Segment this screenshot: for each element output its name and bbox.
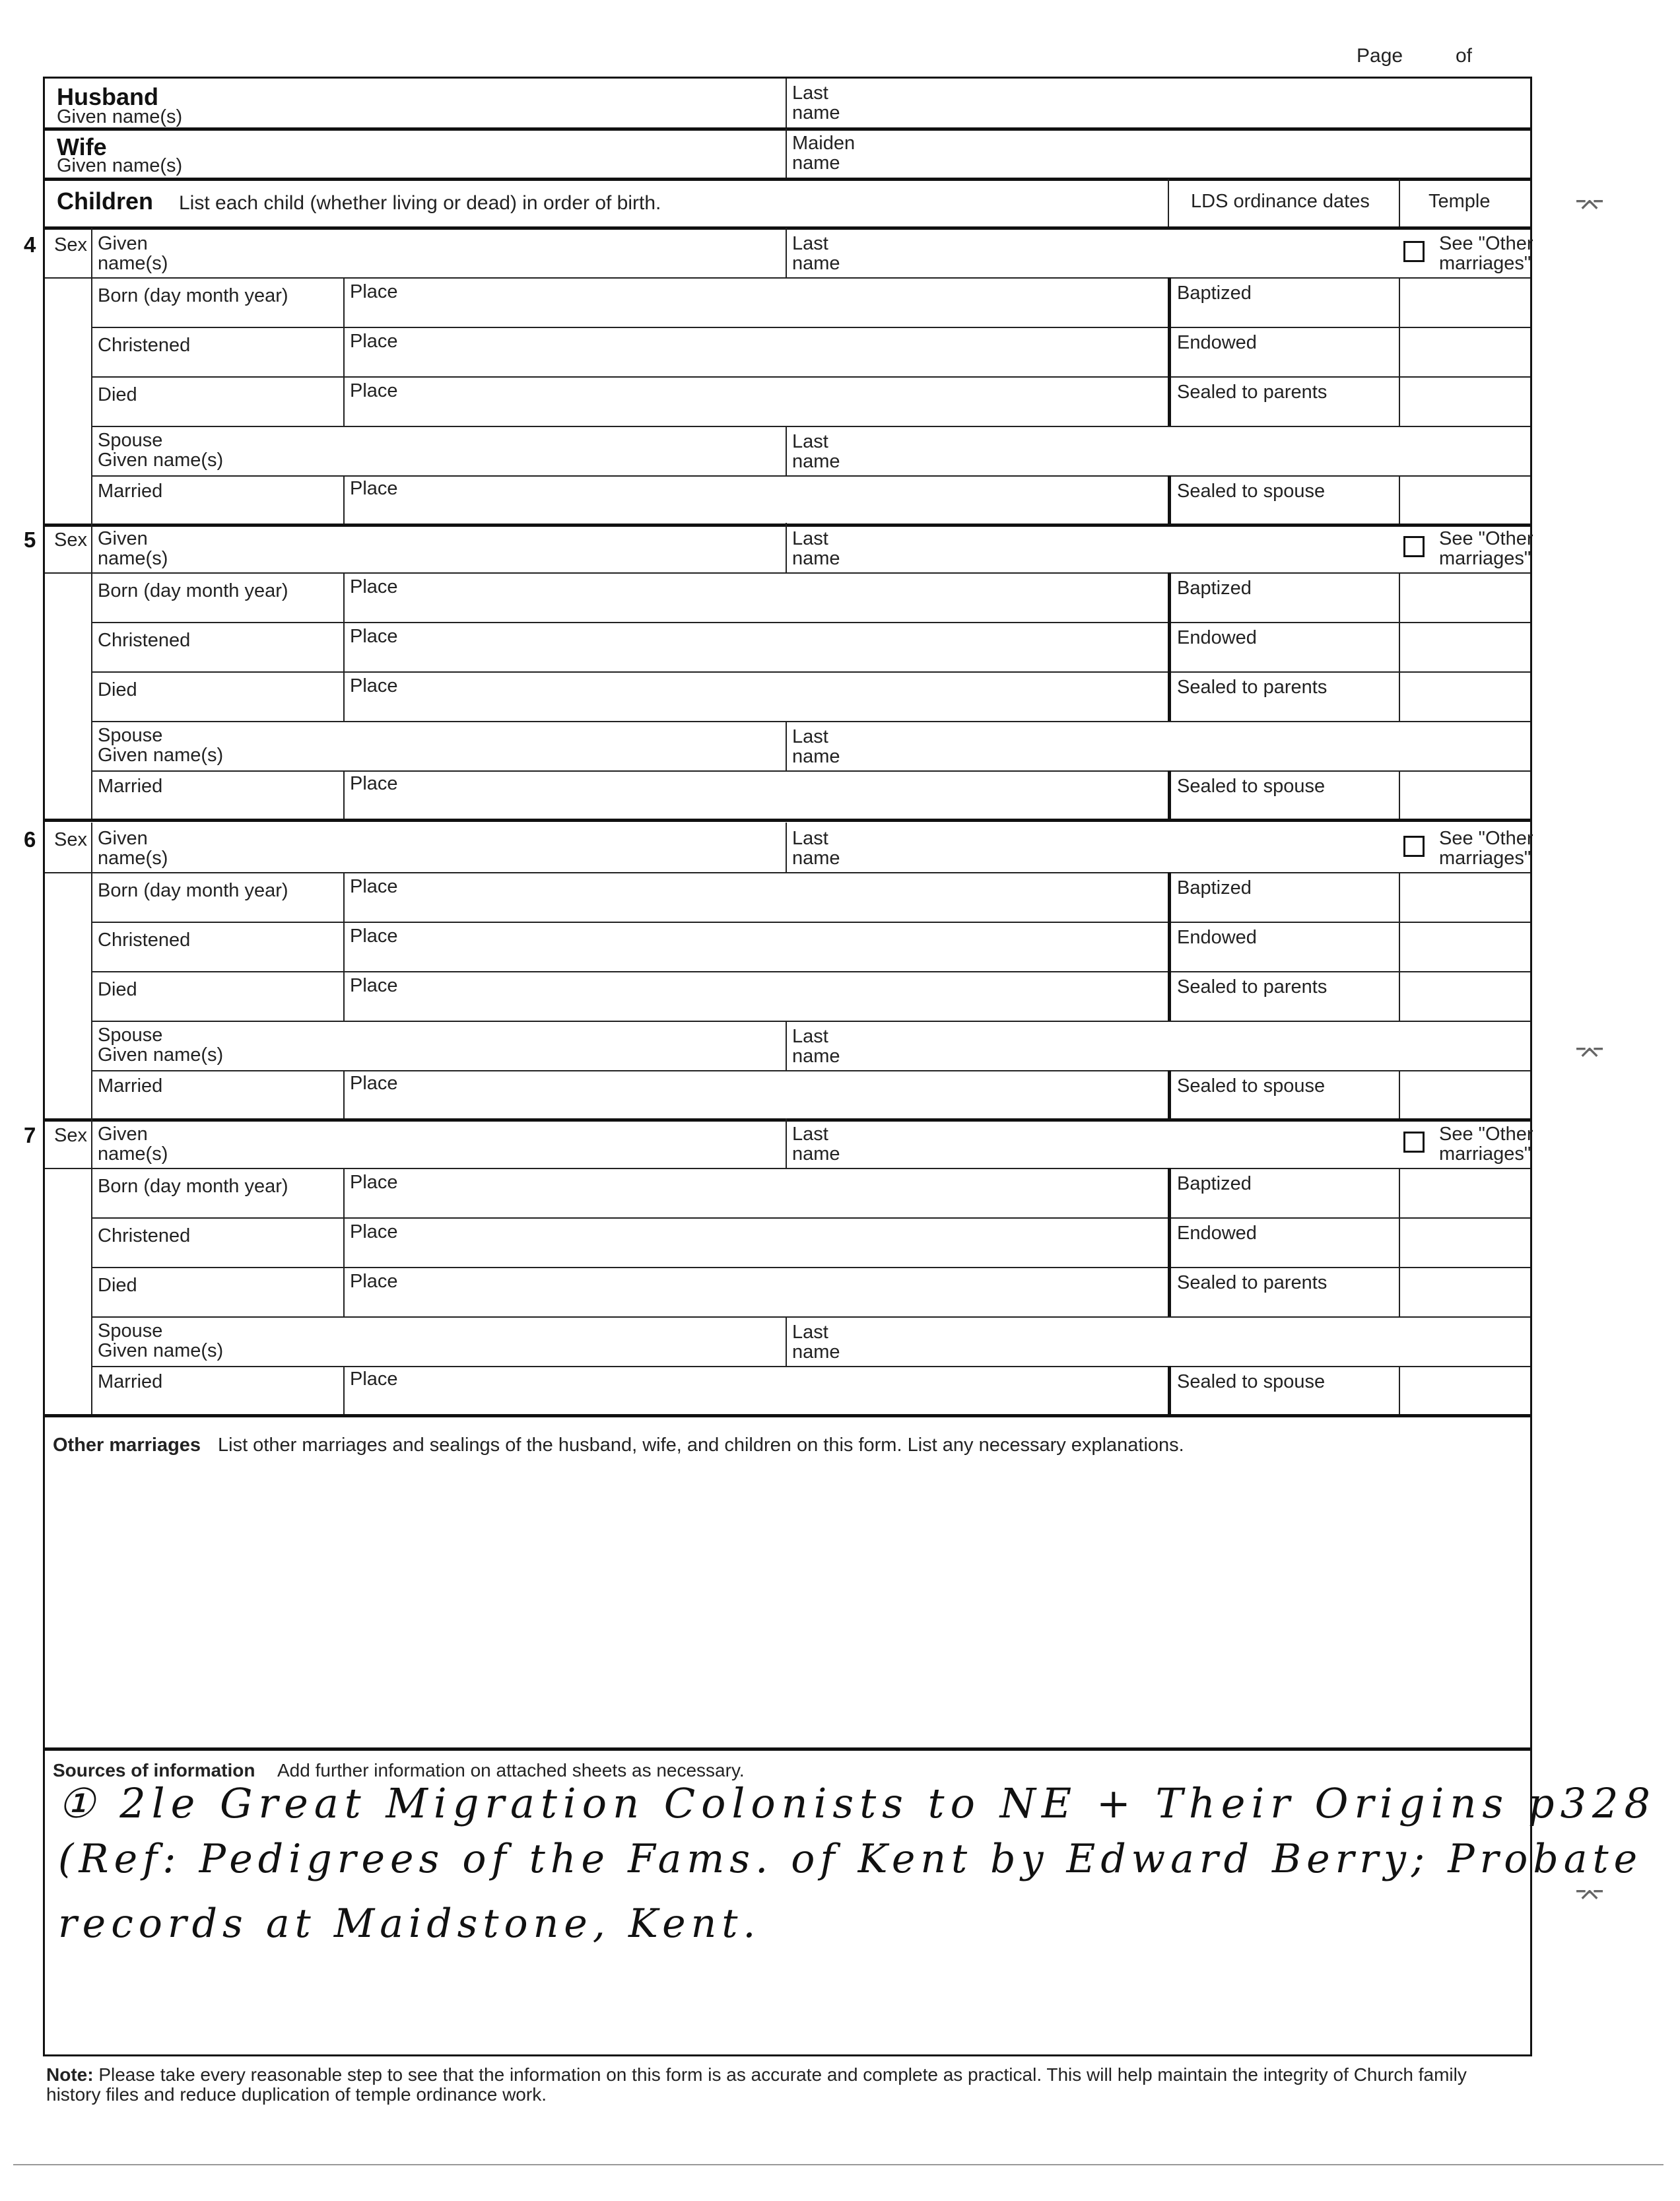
place-label: Place: [350, 281, 398, 302]
footer-note: [46, 2065, 1512, 2105]
children-title: Children: [57, 187, 154, 215]
died-label: Died: [98, 979, 137, 1000]
endowed-label: Endowed: [1177, 627, 1257, 648]
scan-bottom-line: [13, 2164, 1663, 2165]
sex-label: Sex: [54, 1125, 87, 1146]
source-line-1: ① 2le Great Migration Colonists to NE + Their Origins p328: [58, 1779, 1656, 1827]
sex-label: Sex: [54, 529, 87, 551]
given-label-1: Given: [98, 1124, 148, 1145]
born-label: Born (day month year): [98, 880, 288, 901]
sources-title: Sources of information: [53, 1760, 255, 1780]
other-marriages-checkbox[interactable]: [1403, 836, 1425, 857]
born-label: Born (day month year): [98, 285, 288, 306]
husband-last-label-1: Last: [792, 83, 828, 104]
died-label: Died: [98, 679, 137, 700]
given-label-2: name(s): [98, 548, 168, 569]
last-label-2: name: [792, 548, 840, 569]
christened-label: Christened: [98, 930, 191, 951]
other-marriages-checkbox[interactable]: [1403, 1132, 1425, 1153]
wife-given-label: Given name(s): [57, 155, 183, 176]
see-other-label-1: See "Other: [1439, 233, 1533, 254]
baptized-label: Baptized: [1177, 578, 1252, 599]
child-block: [45, 228, 1533, 525]
note-label: Note:: [46, 2064, 94, 2085]
place-label: Place: [350, 675, 398, 696]
last-label-2: name: [792, 253, 840, 274]
children-instruction: List each child (whether living or dead) in order of birth.: [179, 192, 661, 214]
given-label-1: Given: [98, 528, 148, 549]
place-label: Place: [350, 576, 398, 597]
other-marriages-checkbox[interactable]: [1403, 536, 1425, 557]
other-marriages-checkbox[interactable]: [1403, 241, 1425, 262]
wife-maiden-label-1: Maiden: [792, 133, 856, 154]
place-label: Place: [350, 380, 398, 401]
endowed-label: Endowed: [1177, 332, 1257, 353]
spouse-last-label-1: Last: [792, 726, 828, 747]
married-place-label: Place: [350, 478, 398, 499]
place-label: Place: [350, 1271, 398, 1292]
spouse-label-1: Spouse: [98, 1320, 163, 1341]
spouse-label-1: Spouse: [98, 430, 163, 451]
spouse-last-label-1: Last: [792, 1322, 828, 1343]
born-label: Born (day month year): [98, 580, 288, 601]
place-label: Place: [350, 975, 398, 996]
sex-label: Sex: [54, 234, 87, 255]
sealed-spouse-label: Sealed to spouse: [1177, 1371, 1326, 1392]
husband-last-label-2: name: [792, 102, 840, 123]
see-other-label-2: marriages": [1439, 253, 1531, 274]
sealed-parents-label: Sealed to parents: [1177, 976, 1327, 998]
spouse-last-label-2: name: [792, 1341, 840, 1363]
source-line-3: records at Maidstone, Kent.: [58, 1901, 761, 1947]
binder-mark-2: ⌤: [1574, 1040, 1605, 1069]
married-label: Married: [98, 1075, 163, 1097]
spouse-label-1: Spouse: [98, 725, 163, 746]
sealed-parents-label: Sealed to parents: [1177, 677, 1327, 698]
sealed-spouse-label: Sealed to spouse: [1177, 1075, 1326, 1097]
binder-mark-1: ⌤: [1574, 192, 1605, 221]
place-label: Place: [350, 626, 398, 647]
married-place-label: Place: [350, 1073, 398, 1094]
spouse-label-2: Given name(s): [98, 745, 224, 766]
last-label-2: name: [792, 1143, 840, 1165]
place-label: Place: [350, 331, 398, 352]
see-other-label-1: See "Other: [1439, 1124, 1533, 1145]
child-block: [45, 1118, 1533, 1415]
spouse-last-label-2: name: [792, 451, 840, 472]
temple-label: Temple: [1428, 191, 1491, 212]
born-label: Born (day month year): [98, 1176, 288, 1197]
page-label: Page: [1357, 45, 1403, 67]
sex-label: Sex: [54, 829, 87, 850]
spouse-label-1: Spouse: [98, 1025, 163, 1046]
baptized-label: Baptized: [1177, 1173, 1252, 1194]
wife-maiden-label-2: name: [792, 152, 840, 174]
see-other-label-2: marriages": [1439, 1143, 1531, 1165]
last-label-2: name: [792, 848, 840, 869]
child-number: 5: [24, 527, 36, 552]
spouse-label-2: Given name(s): [98, 450, 224, 471]
spouse-last-label-1: Last: [792, 431, 828, 452]
married-label: Married: [98, 481, 163, 502]
died-label: Died: [98, 1275, 137, 1296]
child-number: 4: [24, 232, 36, 257]
child-block: [45, 523, 1533, 820]
wife-title: Wife: [57, 133, 107, 160]
source-line-2: (Ref: Pedigrees of the Fams. of Kent by Edward Berry; Probate: [58, 1836, 1643, 1882]
given-label-2: name(s): [98, 848, 168, 869]
spouse-last-label-1: Last: [792, 1026, 828, 1047]
last-label-1: Last: [792, 1124, 828, 1145]
given-label-1: Given: [98, 233, 148, 254]
place-label: Place: [350, 876, 398, 897]
spouse-label-2: Given name(s): [98, 1044, 224, 1066]
husband-title: Husband: [57, 83, 159, 110]
see-other-label-1: See "Other: [1439, 828, 1533, 849]
given-label-2: name(s): [98, 1143, 168, 1165]
married-label: Married: [98, 776, 163, 797]
place-label: Place: [350, 1221, 398, 1242]
last-label-1: Last: [792, 828, 828, 849]
spouse-last-label-2: name: [792, 746, 840, 767]
last-label-1: Last: [792, 233, 828, 254]
other-marriages-title: Other marriages: [53, 1435, 201, 1456]
endowed-label: Endowed: [1177, 1223, 1257, 1244]
other-marriages-instruction: List other marriages and sealings of the husband, wife, and children on this form. List any necessary explanations.: [218, 1435, 1184, 1456]
page-of-label: of: [1456, 45, 1473, 67]
sealed-parents-label: Sealed to parents: [1177, 382, 1327, 403]
place-label: Place: [350, 926, 398, 947]
child-block: [45, 823, 1533, 1120]
christened-label: Christened: [98, 630, 191, 651]
see-other-label-2: marriages": [1439, 548, 1531, 569]
binder-mark-3: ⌤: [1574, 1882, 1605, 1911]
sealed-spouse-label: Sealed to spouse: [1177, 776, 1326, 797]
note-text: Please take every reasonable step to see that the information on this form is as accurate and complete as practical. This will help maintain the integrity of Church family history files and reduce duplication of temple ordinance work.: [46, 2064, 1467, 2105]
sealed-spouse-label: Sealed to spouse: [1177, 481, 1326, 502]
baptized-label: Baptized: [1177, 283, 1252, 304]
family-group-form: [43, 77, 1656, 2056]
baptized-label: Baptized: [1177, 877, 1252, 898]
died-label: Died: [98, 384, 137, 405]
sources-instruction: Add further information on attached sheets as necessary.: [277, 1760, 745, 1780]
place-label: Place: [350, 1172, 398, 1193]
married-place-label: Place: [350, 1369, 398, 1390]
see-other-label-2: marriages": [1439, 848, 1531, 869]
christened-label: Christened: [98, 335, 191, 356]
lds-ordinance-label: LDS ordinance dates: [1191, 191, 1370, 212]
endowed-label: Endowed: [1177, 927, 1257, 948]
christened-label: Christened: [98, 1225, 191, 1246]
married-label: Married: [98, 1371, 163, 1392]
sealed-parents-label: Sealed to parents: [1177, 1272, 1327, 1293]
husband-given-label: Given name(s): [57, 106, 183, 127]
spouse-last-label-2: name: [792, 1046, 840, 1067]
spouse-label-2: Given name(s): [98, 1340, 224, 1361]
given-label-2: name(s): [98, 253, 168, 274]
child-number: 6: [24, 827, 36, 852]
married-place-label: Place: [350, 773, 398, 794]
given-label-1: Given: [98, 828, 148, 849]
last-label-1: Last: [792, 528, 828, 549]
see-other-label-1: See "Other: [1439, 528, 1533, 549]
child-number: 7: [24, 1123, 36, 1147]
